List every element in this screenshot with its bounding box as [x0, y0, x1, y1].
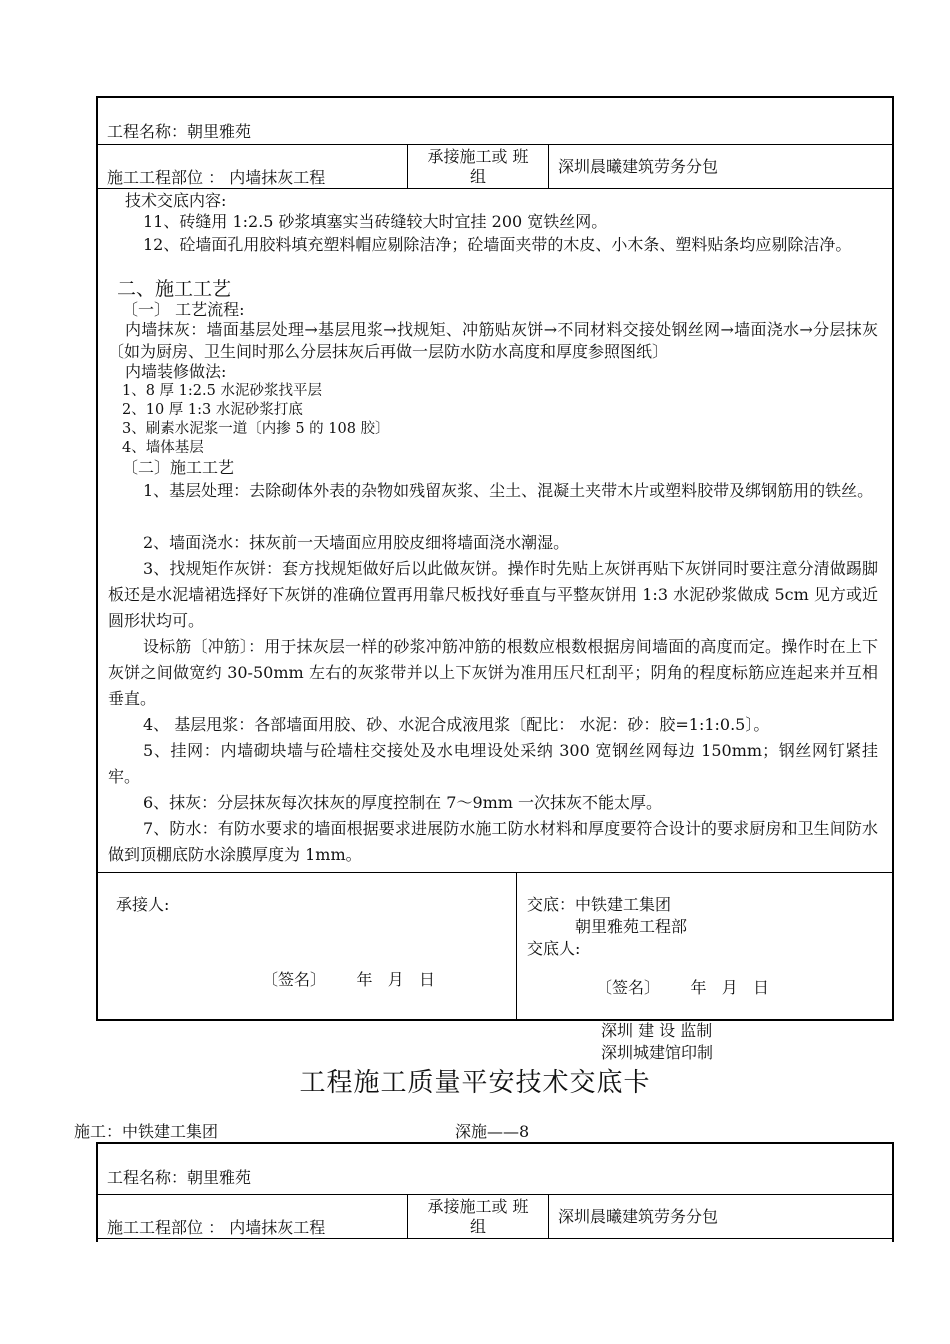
contractor-label-2-line-2: 组 — [469, 1217, 486, 1236]
process-heading: 〔二〕施工工艺 — [122, 458, 235, 477]
contractor-label-2 — [410, 1197, 546, 1237]
step-7: 7、防水：有防水要求的墙面根据要求进展防水施工防水材料和厚度要符合设计的要求厨房和卫生间防水做到顶棚底防水涂膜厚度为 1mm。 — [108, 819, 878, 864]
supervise-note: 深圳 建 设 监制 — [601, 1021, 713, 1040]
contractor-label-2-line-1: 承接施工或 班 — [427, 1197, 529, 1216]
step-4: 4、 基层甩浆：各部墙面用胶、砂、水泥合成液甩浆〔配比： 水泥：砂：胶=1:1:0.5〕。 — [143, 715, 770, 734]
col-divider — [548, 145, 549, 188]
item-12: 12、砼墙面孔用胶料填充塑料帽应剔除洁净；砼墙面夹带的木皮、小木条、塑料贴条均应剔除洁净。 — [143, 235, 852, 254]
card-title: 工程施工质量平安技术交底卡 — [299, 1068, 651, 1098]
project-name-value: 朝里雅苑 — [187, 122, 252, 141]
row-divider — [97, 872, 893, 873]
discloser-person-label: 交底人: — [527, 939, 581, 958]
finish-layer-4: 4、墙体基层 — [122, 440, 204, 456]
process-flow: 内墙抹灰：墙面基层处理→基层甩浆→找规矩、冲筋贴灰饼→不同材料交接处钢丝网→墙面浇水→分层抹灰〔如为厨房、卫生间时那么分层抹灰后再做一层防水防水高度和厚度参照图纸〕 — [108, 320, 878, 361]
row-divider — [97, 1194, 893, 1195]
step-1: 1、基层处理：去除砌体外表的杂物如残留灰浆、尘土、混凝土夹带木片或塑料胶带及绑钢筋用的铁丝。 — [143, 481, 874, 500]
construction-part-value-2: 内墙抹灰工程 — [229, 1218, 326, 1237]
discloser-org: 交底：中铁建工集团 — [527, 895, 672, 914]
project-name-label-2: 工程名称： — [107, 1168, 188, 1187]
finish-heading: 内墙装修做法: — [125, 362, 227, 381]
finish-layer-3: 3、刷素水泥浆一道〔内掺 5 的 108 胶〕 — [122, 421, 390, 437]
row-divider — [97, 1238, 893, 1239]
step-3: 3、找规矩作灰饼：套方找规矩做好后以此做灰饼。操作时先贴上灰饼再贴下灰饼同时要注意分清做踢脚板还是水泥墙裙选择好下灰饼的准确位置再用靠尺板找好垂直与平整灰饼用 1:3 水泥砂浆做成 5cm 见方或近圆形状均可。 — [108, 559, 878, 630]
item-11: 11、砖缝用 1:2.5 砂浆填塞实当砖缝较大时宜挂 200 宽铁丝网。 — [143, 212, 608, 231]
content-heading: 技术交底内容: — [125, 191, 227, 210]
col-divider — [407, 145, 408, 188]
finish-layer-2: 2、10 厚 1:3 水泥砂浆打底 — [122, 402, 303, 418]
contractor-label-line-2: 组 — [469, 167, 486, 186]
project-name-label: 工程名称： — [107, 122, 188, 141]
contractor-value: 深圳晨曦建筑劳务分包 — [558, 157, 719, 176]
project-name-row-2 — [107, 1168, 251, 1188]
contractor-label — [410, 147, 546, 187]
construction-part-row-2 — [107, 1218, 325, 1238]
step-2: 2、墙面浇水：抹灰前一天墙面应用胶皮细将墙面浇水潮湿。 — [143, 533, 570, 552]
receiver-signature-date: 〔签名〕 年 月 日 — [262, 970, 436, 989]
col-divider — [516, 873, 517, 1020]
contractor-label-line-1: 承接施工或 班 — [427, 147, 529, 166]
finish-layer-1: 1、8 厚 1:2.5 水泥砂浆找平层 — [122, 383, 322, 399]
col-divider — [407, 1195, 408, 1238]
construction-part-label-2: 施工工程部位 ： — [107, 1218, 225, 1237]
discloser-dept: 朝里雅苑工程部 — [575, 917, 688, 936]
project-name-value-2: 朝里雅苑 — [187, 1168, 252, 1187]
construction-part-label: 施工工程部位 ： — [107, 168, 225, 187]
section-2-title: 二、施工工艺 — [117, 278, 232, 300]
row-divider — [97, 144, 893, 145]
print-note: 深圳城建馆印制 — [601, 1043, 714, 1062]
project-name-row — [107, 122, 251, 142]
process-flow-heading: 〔一〕 工艺流程: — [122, 300, 245, 319]
construction-part-value: 内墙抹灰工程 — [229, 168, 326, 187]
construction-part-row — [107, 168, 325, 188]
receiver-label: 承接人: — [116, 895, 170, 914]
discloser-signature-date: 〔签名〕 年 月 日 — [596, 978, 770, 997]
col-divider — [548, 1195, 549, 1238]
step-6: 6、抹灰：分层抹灰每次抹灰的厚度控制在 7～9mm 一次抹灰不能太厚。 — [143, 793, 663, 812]
step-5: 5、挂网：内墙砌块墙与砼墙柱交接处及水电埋设处采纳 300 宽钢丝网每边 150mm；钢丝网钉紧挂牢。 — [108, 741, 878, 786]
contractor-value-2: 深圳晨曦建筑劳务分包 — [558, 1207, 719, 1226]
form-code: 深施——8 — [455, 1122, 530, 1141]
constructor-line: 施工：中铁建工集团 — [74, 1122, 219, 1141]
step-3-marker: 设标筋〔冲筋〕：用于抹灰层一样的砂浆冲筋冲筋的根数应根数根据房间墙面的高度而定。操作时在上下灰饼之间做宽约 30-50mm 左右的灰浆带并以上下灰饼为准用压尺杠刮平；阴角的程度标筋应连起来并互相垂直。 — [108, 637, 878, 708]
row-divider — [97, 188, 893, 189]
